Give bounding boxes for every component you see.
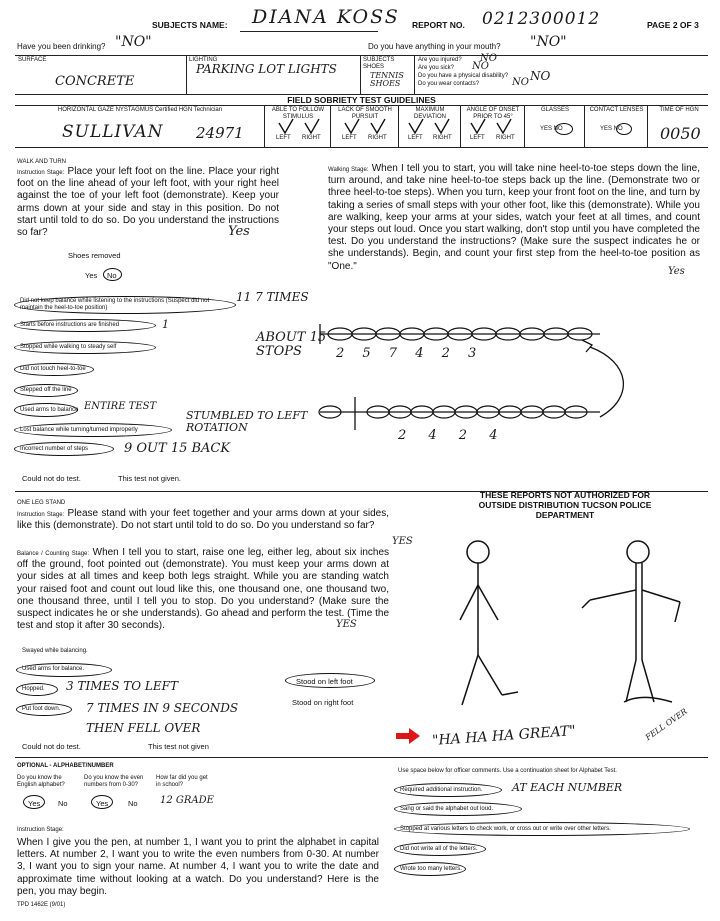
alpha-stopped-letters: Stopped at various letters to check work, or cross out or write over other letters. (400, 826, 611, 832)
page-number: PAGE 2 OF 3 (647, 20, 699, 30)
note-hopped: 3 TIMES TO LEFT (66, 679, 178, 693)
deviation-left: LEFT (408, 135, 423, 141)
comments-hint: Use space below for officer comments. Use a continuation sheet for Alphabet Test. (398, 768, 617, 774)
alpha-required-instruction: Required additional instruction. (400, 787, 483, 793)
olst-hopped: Hopped. (22, 686, 45, 692)
alphabet-instruction-label: Instruction Stage: (17, 827, 64, 833)
one-leg-title: ONE LEG STAND (17, 500, 66, 506)
follow-right: RIGHT (302, 135, 321, 141)
surface-label: SURFACE (18, 57, 47, 63)
alphabet-title: OPTIONAL - ALPHABET/NUMBER (17, 763, 114, 769)
olst-used-arms: Used arms for balance. (22, 666, 85, 672)
follow-left: LEFT (276, 135, 291, 141)
quote-fell-over: FELL OVER (643, 706, 689, 743)
hgn-technician-id: 24971 (196, 124, 244, 142)
glasses-label: GLASSES (540, 107, 569, 113)
smooth-pursuit-label: LACK OF SMOOTH PURSUIT (338, 107, 392, 120)
clue-lost-balance-turning: Lost balance while turning/turned improperly (20, 427, 138, 433)
drinking-question: Have you been drinking? (17, 42, 106, 51)
alphabet-instruction-text: When I give you the pen, at number 1, I want you to print the alphabet in capital letters. At number 2, I want you to write the even numbers from 0-30. At number 3, I want you to sign your name. At number 4, I want you to write the date and approximate time without looking at a watch. Do you understand? Here is the pen, you may begin. (17, 837, 379, 897)
contacts-answer: NO (512, 77, 529, 88)
form-number: TPD 1462E (9/01) (17, 902, 66, 908)
follow-stimulus-label: ABLE TO FOLLOW STIMULUS (271, 107, 325, 120)
olst-put-foot-down: Put foot down. (22, 706, 61, 712)
walk-turn-title: WALK AND TURN (17, 159, 67, 165)
walk-step-counts-top: 2 5 7 4 2 3 (336, 346, 477, 361)
shoes-removed-yes: Yes (85, 271, 98, 280)
deviation-right: RIGHT (433, 135, 452, 141)
balance-text: When I tell you to start, raise one leg, either leg, about six inches off the ground, foot pointed out (demonstrate). You must keep your arms down at your sides at all times and keep both legs straight. While you are standing watch your raised foot and count out loud like this, one thousand one, one thousand two, one thousand three, until I tell you to stop. Do you understand? (Make sure the suspect indicates he or she understands). Go ahead and perform the test. (Time the test and stop it after 30 seconds). (17, 547, 390, 632)
disability-answer: NO (530, 69, 551, 83)
clue-stepped-off: Stepped off the line (20, 387, 72, 393)
alphabet-q2-yes: Yes (96, 799, 109, 808)
contacts-yes-no: YES NO (600, 126, 623, 132)
fst-title: FIELD SOBRIETY TEST GUIDELINES (287, 95, 436, 105)
shoes-removed-no: No (107, 271, 117, 280)
stick-figure-diagram (440, 530, 700, 730)
sick-question: Are you sick? (418, 65, 455, 71)
alpha-sang-out-loud: Sang or said the alphabet out loud. (400, 806, 494, 812)
alpha-too-many: Wrote too many letters. (400, 866, 462, 872)
clue-stopped-walking: Stopped while walking to steady self (20, 344, 117, 350)
note-put-foot: 7 TIMES IN 9 SECONDS THEN FELL OVER (86, 701, 239, 735)
lighting-label: LIGHTING (189, 57, 218, 63)
shoes-value: TENNIS SHOES (370, 71, 404, 88)
walking-label: Walking Stage: (328, 167, 369, 173)
note-stumbled: STUMBLED TO LEFT ROTATION (186, 409, 308, 434)
clue-heel-toe: Did not touch heel-to-toe (20, 366, 86, 372)
hgn-technician-name: SULLIVAN (62, 122, 164, 142)
walking-text: When I tell you to start, you will take nine heel-to-toe steps down the line, turn around, and take nine heel-to-toe steps back up the line. (Demonstrate two or three heel-to-toe steps). When you turn, keep your front foot on the line, and turn by taking a series of small steps with your other foot, like this (demonstrate). While you are walking, keep your arms at your sides, watch your feet at all times, and count your steps out loud. Once you start walking, don't stop until you have completed the test. Do you understand the instructions? (Make sure the suspect indicates he or she understands). Begin, and count your first step from the heel-to-toe position as "One." (328, 163, 700, 272)
contact-lenses-label: CONTACT LENSES (589, 107, 644, 113)
one-leg-instruction (17, 508, 389, 532)
one-leg-instruction-label: Instruction Stage: (17, 512, 65, 518)
olst-swayed: Swayed while balancing. (22, 648, 88, 654)
walk-could-not-do: Could not do test. (22, 474, 81, 483)
balance-answer: YES (336, 619, 357, 630)
balance-label: Balance / Counting Stage: (17, 551, 90, 557)
walk-not-given: This test not given. (118, 474, 181, 483)
alpha-did-not-write: Did not write all of the letters. (400, 846, 478, 852)
mouth-answer: "NO" (530, 34, 567, 50)
clue-starts-early: Starts before instructions are finished (20, 322, 120, 328)
smooth-left: LEFT (342, 135, 357, 141)
clue-balance-listening: Did not keep balance while listening to the instructions (Suspect did not maintain the heel-to-toe position) (20, 298, 210, 311)
walk-instruction-answer: Yes (228, 224, 250, 239)
disability-question: Do you have a physical disability? (418, 73, 509, 79)
max-deviation-label: MAXIMUM DEVIATION (414, 107, 446, 120)
hgn-label: HORIZONTAL GAZE NYSTAGMUS Certified HGN Technician (57, 107, 223, 113)
mouth-question: Do you have anything in your mouth? (368, 42, 501, 51)
walk-turn-walking (328, 163, 700, 273)
injured-question: Are you injured? (418, 57, 462, 63)
one-leg-balance (17, 547, 389, 632)
alphabet-school-answer: 12 GRADE (160, 795, 214, 806)
time-hgn-label: TIME OF HGN (659, 107, 699, 113)
onset-right: RIGHT (496, 135, 515, 141)
clue-incorrect-steps: Incorrect number of steps (20, 446, 89, 452)
injured-answer: NO (480, 53, 497, 64)
stood-left-foot: Stood on left foot (296, 677, 353, 686)
note-entire-test: ENTIRE TEST (84, 401, 157, 412)
quote-ha-ha-great: "HA HA HA GREAT" (431, 723, 577, 749)
distribution-watermark: THESE REPORTS NOT AUTHORIZED FOR OUTSIDE DISTRIBUTION TUCSON POLICE DEPARTMENT (478, 490, 652, 520)
shoes-label: SUBJECTS SHOES (363, 57, 395, 70)
olst-not-given: This test not given (148, 742, 209, 751)
alpha-required-note: AT EACH NUMBER (512, 781, 623, 794)
report-number-value: 0212300012 (482, 9, 601, 29)
alphabet-q2: Do you know the even numbers from 0-30? (84, 775, 144, 788)
sick-answer: NO (472, 61, 489, 72)
red-arrow-icon (395, 727, 421, 745)
time-hgn-value: 0050 (660, 124, 701, 143)
glasses-yes-no: YES NO (540, 126, 563, 132)
subjects-name-label: SUBJECTS NAME: (152, 20, 228, 30)
note-starts-count: 1 (162, 318, 169, 331)
clue-used-arms: Used arms to balance (20, 407, 79, 413)
note-steps-back: 9 OUT 15 BACK (124, 441, 231, 456)
surface-value: CONCRETE (55, 74, 135, 89)
one-leg-instruction-answer: YES (392, 536, 413, 547)
onset-left: LEFT (470, 135, 485, 141)
walk-instruction-label: Instruction Stage: (17, 170, 65, 176)
subject-name-value: DIANA KOSS (252, 6, 400, 28)
hgn-check-marks (265, 115, 525, 137)
stood-right-foot: Stood on right foot (292, 698, 354, 707)
alphabet-q3: How far did you get in school? (156, 775, 208, 788)
alphabet-q1-no: No (58, 799, 68, 808)
lighting-value: PARKING LOT LIGHTS (196, 62, 337, 76)
walk-instruction-text: Place your left foot on the line. Place your right foot on the line ahead of your left foot, with your right heel against the toe of your left foot (demonstrate). Keep your arms down at your side and stay in this position. Do not start until told to do so. Do you understand the instructions so far? (17, 166, 279, 239)
note-about-stops: ABOUT 15 STOPS (256, 330, 327, 359)
shoes-removed-label: Shoes removed (68, 251, 121, 260)
one-leg-instruction-text: Please stand with your feet together and your arms down at your sides, like this (demonstrate). Do not start until told to do so. Do you understand so far? (17, 508, 389, 532)
olst-could-not-do: Could not do test. (22, 742, 81, 751)
drinking-answer: "NO" (115, 34, 152, 50)
smooth-right: RIGHT (368, 135, 387, 141)
alphabet-q1: Do you know the English alphabet? (17, 775, 65, 788)
alphabet-q2-no: No (128, 799, 138, 808)
report-number-label: REPORT NO. (412, 20, 465, 30)
walking-answer: Yes (668, 266, 685, 277)
alphabet-q1-yes: Yes (28, 799, 41, 808)
contacts-question: Do you wear contacts? (418, 81, 480, 87)
angle-onset-label: ANGLE OF ONSET PRIOR TO 45° (466, 107, 520, 120)
note-times: 11 7 TIMES (236, 290, 309, 304)
walk-step-counts-bottom: 2 4 2 4 (398, 428, 498, 443)
